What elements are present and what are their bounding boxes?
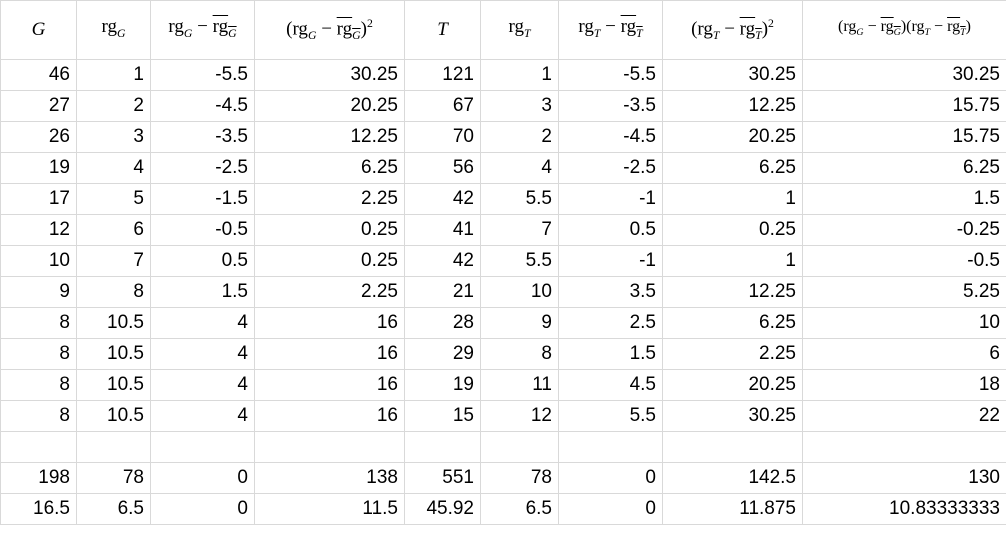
header-part: $\overline{rg}$ bbox=[947, 17, 961, 35]
mean-cell[interactable]: 11.5 bbox=[255, 494, 405, 525]
header-part: − bbox=[316, 18, 337, 40]
data-cell[interactable]: 46 bbox=[1, 60, 77, 91]
data-cell[interactable]: 20.25 bbox=[255, 91, 405, 122]
data-cell[interactable]: 5.5 bbox=[559, 401, 663, 432]
data-cell[interactable]: -4.5 bbox=[559, 122, 663, 153]
data-cell[interactable]: 3 bbox=[481, 91, 559, 122]
header-cell-G[interactable] bbox=[1, 1, 77, 60]
header-cell-rgG_minus_mean[interactable] bbox=[151, 1, 255, 60]
table-row bbox=[1, 215, 1006, 246]
data-cell[interactable]: 2.25 bbox=[663, 339, 803, 370]
data-cell[interactable]: 4 bbox=[151, 401, 255, 432]
data-cell[interactable]: 28 bbox=[405, 308, 481, 339]
data-cell[interactable]: 6.25 bbox=[803, 153, 1006, 184]
total-cell[interactable]: 198 bbox=[1, 463, 77, 494]
mean-cell[interactable]: 10.83333333 bbox=[803, 494, 1006, 525]
table-row bbox=[1, 91, 1006, 122]
header-part: $\overline{rg}$ bbox=[620, 15, 637, 37]
data-cell[interactable]: -5.5 bbox=[151, 60, 255, 91]
data-cell[interactable]: 12.25 bbox=[255, 122, 405, 153]
header-cell-rgG[interactable] bbox=[77, 1, 151, 60]
data-cell[interactable]: 12.25 bbox=[663, 91, 803, 122]
blank-row bbox=[1, 432, 1006, 463]
header-row bbox=[1, 1, 1006, 60]
data-cell[interactable]: 8 bbox=[481, 339, 559, 370]
data-cell[interactable]: -0.5 bbox=[803, 246, 1006, 277]
data-cell[interactable]: 2.25 bbox=[255, 184, 405, 215]
data-cell[interactable]: 1.5 bbox=[151, 277, 255, 308]
header-part: T bbox=[755, 29, 762, 43]
data-cell[interactable]: 0.5 bbox=[559, 215, 663, 246]
data-cell[interactable]: -1.5 bbox=[151, 184, 255, 215]
total-cell[interactable]: 138 bbox=[255, 463, 405, 494]
data-cell[interactable]: 3.5 bbox=[559, 277, 663, 308]
table-row bbox=[1, 184, 1006, 215]
data-cell[interactable]: 4 bbox=[151, 370, 255, 401]
header-part: G bbox=[183, 26, 193, 40]
header-part: 2 bbox=[366, 16, 373, 30]
data-cell[interactable]: 5 bbox=[77, 184, 151, 215]
data-cell[interactable]: 2.25 bbox=[255, 277, 405, 308]
header-part: G bbox=[307, 29, 317, 43]
data-cell[interactable]: 30.25 bbox=[255, 60, 405, 91]
data-cell[interactable]: 30.25 bbox=[663, 60, 803, 91]
data-cell[interactable]: 15.75 bbox=[803, 91, 1006, 122]
data-cell[interactable]: 12 bbox=[481, 401, 559, 432]
data-cell[interactable]: -2.5 bbox=[151, 153, 255, 184]
table-row bbox=[1, 60, 1006, 91]
data-cell[interactable]: 121 bbox=[405, 60, 481, 91]
header-cell-rgT[interactable] bbox=[481, 1, 559, 60]
header-part: rg bbox=[508, 15, 524, 37]
mean-cell[interactable]: 6.5 bbox=[77, 494, 151, 525]
data-cell[interactable]: -3.5 bbox=[151, 122, 255, 153]
header-part: G bbox=[228, 26, 237, 40]
data-cell[interactable]: 18 bbox=[803, 370, 1006, 401]
empty-cell[interactable] bbox=[803, 432, 1006, 463]
table-row bbox=[1, 246, 1006, 277]
header-part: T bbox=[523, 26, 531, 40]
data-cell[interactable]: 22 bbox=[803, 401, 1006, 432]
total-cell[interactable]: 78 bbox=[77, 463, 151, 494]
data-cell[interactable]: 16 bbox=[255, 401, 405, 432]
table-row bbox=[1, 401, 1006, 432]
data-cell[interactable]: 16 bbox=[255, 370, 405, 401]
data-cell[interactable]: 20.25 bbox=[663, 370, 803, 401]
mean-cell[interactable]: 0 bbox=[559, 494, 663, 525]
data-cell[interactable]: 0.25 bbox=[255, 246, 405, 277]
data-cell[interactable]: -1 bbox=[559, 184, 663, 215]
mean-cell[interactable]: 45.92 bbox=[405, 494, 481, 525]
total-cell[interactable]: 0 bbox=[151, 463, 255, 494]
data-cell[interactable]: 6.25 bbox=[663, 308, 803, 339]
data-cell[interactable]: 11 bbox=[481, 370, 559, 401]
header-part: T bbox=[636, 26, 643, 40]
data-cell[interactable]: 6.25 bbox=[663, 153, 803, 184]
data-cell[interactable]: 7 bbox=[481, 215, 559, 246]
data-cell[interactable]: 1 bbox=[481, 60, 559, 91]
header-part: − bbox=[863, 17, 881, 35]
mean-cell[interactable]: 16.5 bbox=[1, 494, 77, 525]
empty-cell[interactable] bbox=[77, 432, 151, 463]
means-row bbox=[1, 494, 1006, 525]
data-cell[interactable]: -0.25 bbox=[803, 215, 1006, 246]
data-cell[interactable]: 42 bbox=[405, 184, 481, 215]
header-cell-T[interactable] bbox=[405, 1, 481, 60]
data-cell[interactable]: 16 bbox=[255, 308, 405, 339]
data-cell[interactable]: 1 bbox=[663, 184, 803, 215]
data-cell[interactable]: 8 bbox=[77, 277, 151, 308]
header-part: (rg bbox=[286, 18, 308, 40]
mean-cell[interactable]: 6.5 bbox=[481, 494, 559, 525]
data-cell[interactable]: 6 bbox=[803, 339, 1006, 370]
data-cell[interactable]: -5.5 bbox=[559, 60, 663, 91]
empty-cell[interactable] bbox=[663, 432, 803, 463]
data-cell[interactable]: 10 bbox=[803, 308, 1006, 339]
data-cell[interactable]: 0.5 bbox=[151, 246, 255, 277]
data-cell[interactable]: 19 bbox=[405, 370, 481, 401]
data-cell[interactable]: 1 bbox=[663, 246, 803, 277]
header-part: T bbox=[712, 29, 720, 43]
data-cell[interactable]: -2.5 bbox=[559, 153, 663, 184]
data-cell[interactable]: 27 bbox=[1, 91, 77, 122]
data-cell[interactable]: 7 bbox=[77, 246, 151, 277]
table-row bbox=[1, 370, 1006, 401]
data-cell[interactable]: 8 bbox=[1, 370, 77, 401]
data-cell[interactable]: 67 bbox=[405, 91, 481, 122]
data-cell[interactable]: 26 bbox=[1, 122, 77, 153]
data-cell[interactable]: 17 bbox=[1, 184, 77, 215]
data-cell[interactable]: 2.5 bbox=[559, 308, 663, 339]
data-cell[interactable]: 1.5 bbox=[559, 339, 663, 370]
header-part: G bbox=[856, 27, 864, 39]
data-cell[interactable]: 10.5 bbox=[77, 339, 151, 370]
empty-cell[interactable] bbox=[405, 432, 481, 463]
header-part: G bbox=[352, 29, 361, 43]
mean-cell[interactable]: 11.875 bbox=[663, 494, 803, 525]
data-cell[interactable]: 70 bbox=[405, 122, 481, 153]
header-part: )(rg bbox=[900, 17, 925, 35]
data-cell[interactable]: 3 bbox=[77, 122, 151, 153]
header-part: rg bbox=[101, 15, 117, 37]
data-cell[interactable]: 16 bbox=[255, 339, 405, 370]
data-cell[interactable]: 1.5 bbox=[803, 184, 1006, 215]
data-cell[interactable]: 6.25 bbox=[255, 153, 405, 184]
table-row bbox=[1, 308, 1006, 339]
header-part: − bbox=[719, 18, 740, 40]
data-cell[interactable]: 12 bbox=[1, 215, 77, 246]
data-cell[interactable]: 12.25 bbox=[663, 277, 803, 308]
data-cell[interactable]: 0.25 bbox=[663, 215, 803, 246]
data-cell[interactable]: 4 bbox=[77, 153, 151, 184]
header-part: − bbox=[930, 17, 948, 35]
total-cell[interactable]: 78 bbox=[481, 463, 559, 494]
header-part: 2 bbox=[768, 16, 774, 30]
totals-row bbox=[1, 463, 1006, 494]
data-cell[interactable]: -4.5 bbox=[151, 91, 255, 122]
data-cell[interactable]: 1 bbox=[77, 60, 151, 91]
header-part: T bbox=[960, 27, 966, 39]
table-row bbox=[1, 277, 1006, 308]
header-part: (rg bbox=[691, 18, 713, 40]
header-part: ) bbox=[360, 18, 367, 40]
spreadsheet-body bbox=[1, 1, 1006, 525]
header-part: rg bbox=[578, 15, 594, 37]
data-cell[interactable]: 8 bbox=[1, 339, 77, 370]
header-cell-rgG_minus_mean_sq[interactable] bbox=[255, 1, 405, 60]
total-cell[interactable]: 551 bbox=[405, 463, 481, 494]
table-row bbox=[1, 122, 1006, 153]
data-cell[interactable]: -3.5 bbox=[559, 91, 663, 122]
data-cell[interactable]: 10 bbox=[1, 246, 77, 277]
data-cell[interactable]: 2 bbox=[77, 91, 151, 122]
data-cell[interactable]: 15 bbox=[405, 401, 481, 432]
total-cell[interactable]: 130 bbox=[803, 463, 1006, 494]
data-cell[interactable]: 56 bbox=[405, 153, 481, 184]
data-cell[interactable]: 29 bbox=[405, 339, 481, 370]
total-cell[interactable]: 142.5 bbox=[663, 463, 803, 494]
empty-cell[interactable] bbox=[481, 432, 559, 463]
data-cell[interactable]: 10.5 bbox=[77, 401, 151, 432]
data-cell[interactable]: 5.25 bbox=[803, 277, 1006, 308]
data-cell[interactable]: 4.5 bbox=[559, 370, 663, 401]
header-part: (rg bbox=[838, 17, 857, 35]
header-cell-rgT_minus_mean_sq[interactable] bbox=[663, 1, 803, 60]
header-part: T bbox=[437, 19, 448, 40]
data-cell[interactable]: 5.5 bbox=[481, 184, 559, 215]
data-cell[interactable]: 20.25 bbox=[663, 122, 803, 153]
header-part: $\overline{rg}$ bbox=[336, 18, 353, 40]
header-part: $\overline{rg}$ bbox=[880, 17, 894, 35]
data-cell[interactable]: 6 bbox=[77, 215, 151, 246]
header-part: G bbox=[31, 19, 46, 40]
data-cell[interactable]: 9 bbox=[481, 308, 559, 339]
empty-cell[interactable] bbox=[255, 432, 405, 463]
data-cell[interactable]: 21 bbox=[405, 277, 481, 308]
data-cell[interactable]: -1 bbox=[559, 246, 663, 277]
header-part: $\overline{rg}$ bbox=[739, 18, 756, 40]
data-cell[interactable]: 8 bbox=[1, 401, 77, 432]
header-part: G bbox=[116, 26, 126, 40]
data-cell[interactable]: 10 bbox=[481, 277, 559, 308]
empty-cell[interactable] bbox=[559, 432, 663, 463]
table-row bbox=[1, 153, 1006, 184]
header-part: rg bbox=[168, 15, 184, 37]
data-cell[interactable]: 4 bbox=[481, 153, 559, 184]
data-cell[interactable]: 15.75 bbox=[803, 122, 1006, 153]
data-cell[interactable]: 10.5 bbox=[77, 370, 151, 401]
header-part: T bbox=[593, 26, 601, 40]
header-part: − bbox=[192, 15, 213, 37]
data-cell[interactable]: 8 bbox=[1, 308, 77, 339]
data-cell[interactable]: 4 bbox=[151, 308, 255, 339]
data-cell[interactable]: 41 bbox=[405, 215, 481, 246]
header-part: − bbox=[600, 15, 621, 37]
data-cell[interactable]: 4 bbox=[151, 339, 255, 370]
data-cell[interactable]: 19 bbox=[1, 153, 77, 184]
header-cell-product[interactable] bbox=[803, 1, 1006, 60]
data-cell[interactable]: 30.25 bbox=[663, 401, 803, 432]
data-cell[interactable]: -0.5 bbox=[151, 215, 255, 246]
table-row bbox=[1, 339, 1006, 370]
data-cell[interactable]: 10.5 bbox=[77, 308, 151, 339]
data-cell[interactable]: 2 bbox=[481, 122, 559, 153]
total-cell[interactable]: 0 bbox=[559, 463, 663, 494]
header-cell-rgT_minus_mean[interactable] bbox=[559, 1, 663, 60]
empty-cell[interactable] bbox=[151, 432, 255, 463]
empty-cell[interactable] bbox=[1, 432, 77, 463]
data-cell[interactable]: 30.25 bbox=[803, 60, 1006, 91]
data-cell[interactable]: 42 bbox=[405, 246, 481, 277]
header-part: ) bbox=[965, 17, 971, 35]
header-part: ) bbox=[761, 18, 769, 40]
header-part: G bbox=[893, 27, 901, 39]
data-cell[interactable]: 9 bbox=[1, 277, 77, 308]
mean-cell[interactable]: 0 bbox=[151, 494, 255, 525]
header-part: $\overline{rg}$ bbox=[212, 15, 229, 37]
data-cell[interactable]: 5.5 bbox=[481, 246, 559, 277]
header-part: T bbox=[924, 27, 931, 39]
data-cell[interactable]: 0.25 bbox=[255, 215, 405, 246]
